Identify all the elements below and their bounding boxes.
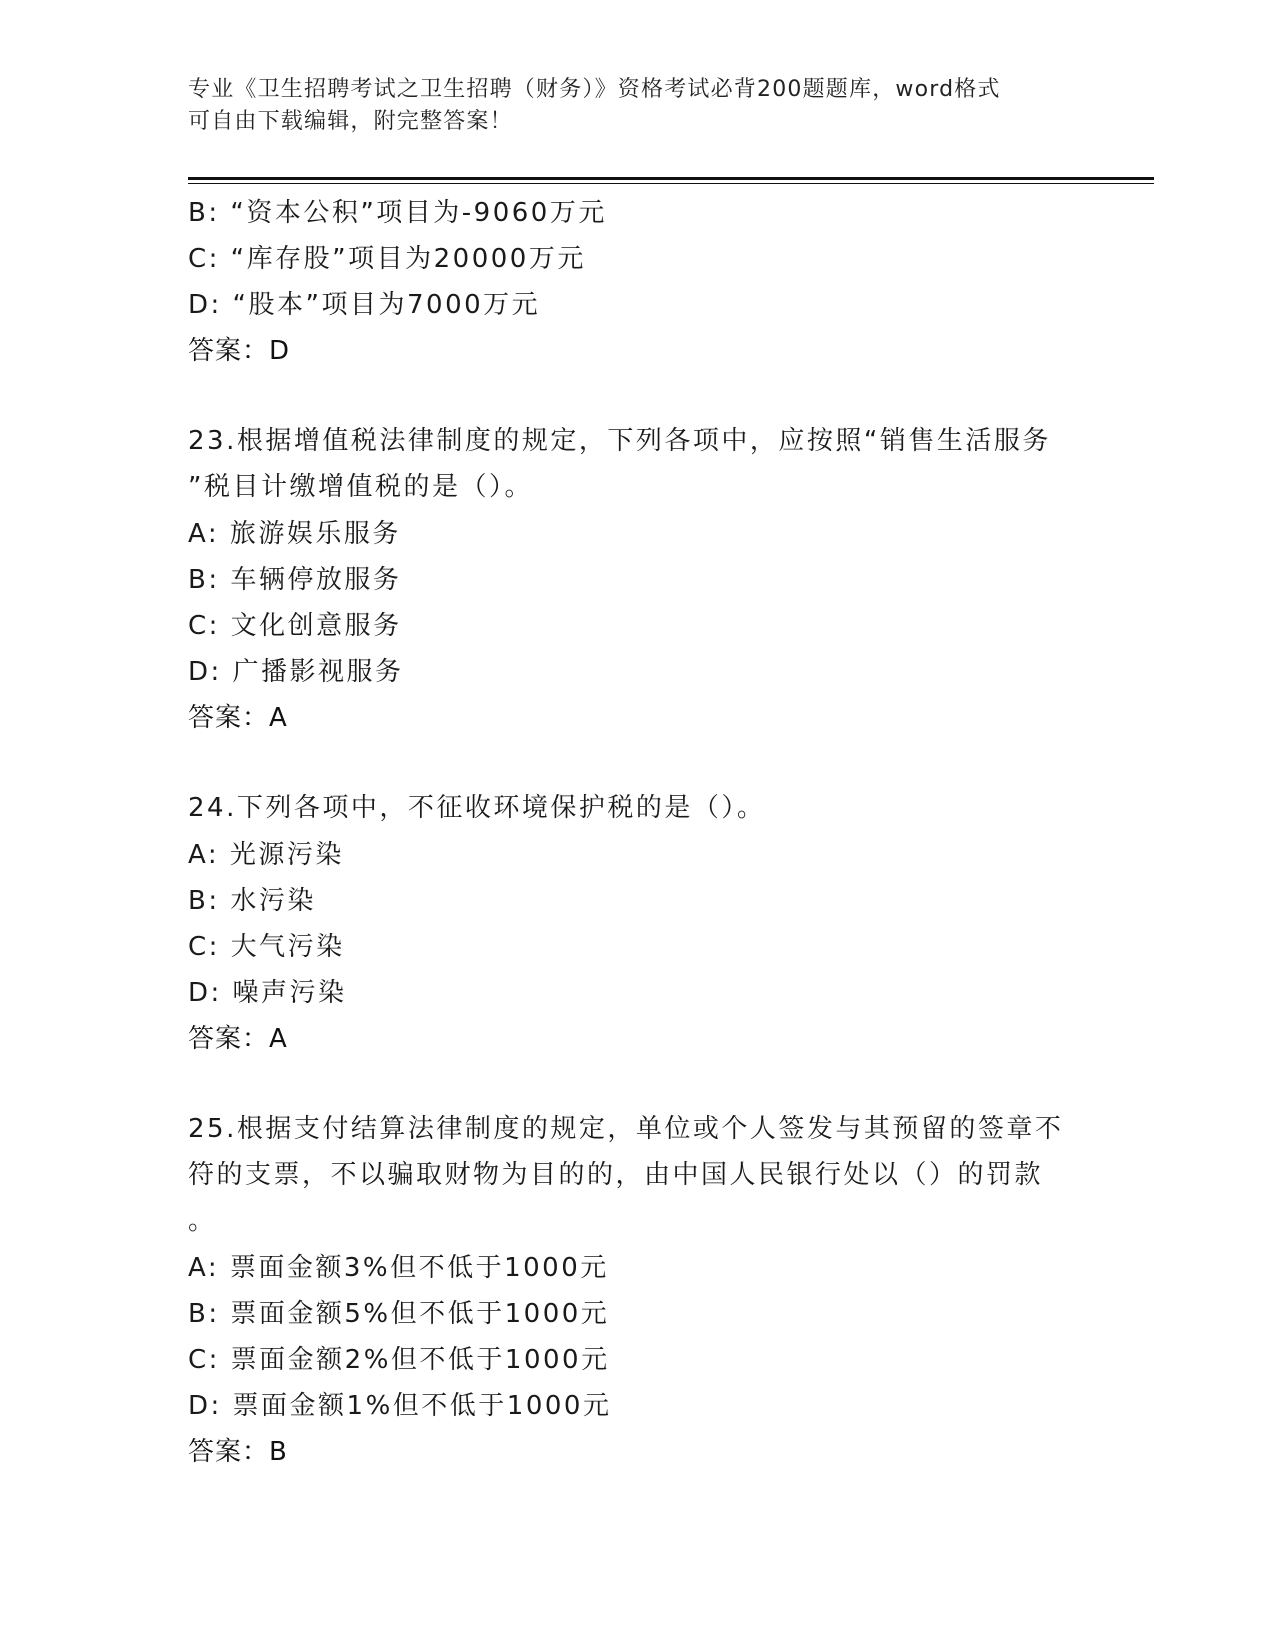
question-text-line: ”税目计缴增值税的是（）。 (188, 472, 533, 502)
answer-line: 答案：A (188, 703, 288, 733)
continued-question (188, 190, 1088, 374)
spacer (188, 741, 1088, 786)
header-line-2: 可自由下载编辑，附完整答案！ (188, 109, 513, 134)
option-d: D: 票面金额1%但不低于1000元 (188, 1391, 612, 1421)
question-23 (188, 419, 1088, 741)
question-24 (188, 786, 1088, 1062)
spacer (188, 374, 1088, 419)
option-a: A: 旅游娱乐服务 (188, 519, 401, 549)
option-d: D: 噪声污染 (188, 978, 347, 1008)
option-c: C: 文化创意服务 (188, 611, 402, 641)
question-text-line: 。 (188, 1206, 217, 1236)
option-b: B: 水污染 (188, 886, 316, 916)
header-rule-thick (188, 177, 1154, 180)
question-text-line: 24.下列各项中，不征收环境保护税的是（）。 (188, 793, 766, 823)
question-text-line: 23.根据增值税法律制度的规定，下列各项中，应按照“销售生活服务 (188, 426, 1051, 456)
option-d: D: “股本”项目为7000万元 (188, 290, 541, 320)
option-c: C: 大气污染 (188, 932, 345, 962)
question-text-line: 符的支票，不以骗取财物为目的的，由中国人民银行处以（）的罚款 (188, 1160, 1044, 1190)
option-c: C: 票面金额2%但不低于1000元 (188, 1345, 610, 1375)
answer-line: 答案：A (188, 1024, 288, 1054)
option-a: A: 票面金额3%但不低于1000元 (188, 1253, 609, 1283)
spacer (188, 1062, 1088, 1107)
document-header (188, 74, 1088, 138)
option-b: B: 票面金额5%但不低于1000元 (188, 1299, 610, 1329)
header-rule-thin (188, 183, 1154, 184)
answer-line: 答案：D (188, 336, 291, 366)
option-b: B: 车辆停放服务 (188, 565, 402, 595)
option-a: A: 光源污染 (188, 840, 344, 870)
header-line-1: 专业《卫生招聘考试之卫生招聘（财务）》资格考试必背200题题库，word格式 (188, 77, 1001, 102)
question-25 (188, 1107, 1088, 1475)
option-d: D: 广播影视服务 (188, 657, 404, 687)
question-list (188, 190, 1088, 1475)
answer-line: 答案：B (188, 1437, 288, 1467)
option-c: C: “库存股”项目为20000万元 (188, 244, 586, 274)
option-b: B: “资本公积”项目为-9060万元 (188, 198, 607, 228)
question-text-line: 25.根据支付结算法律制度的规定，单位或个人签发与其预留的签章不 (188, 1114, 1064, 1144)
